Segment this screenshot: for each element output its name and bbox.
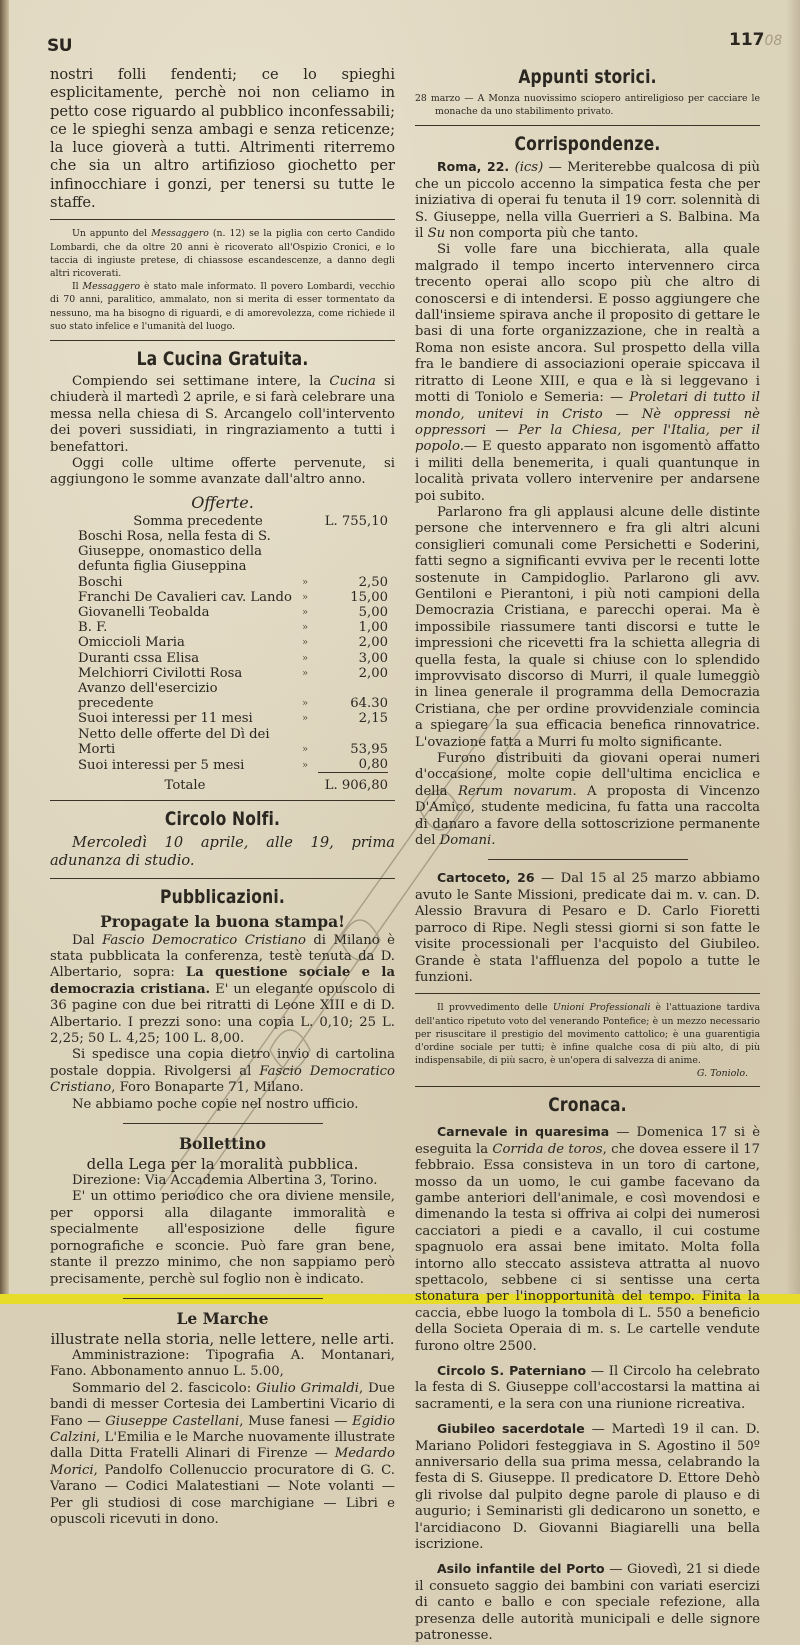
cronaca-entry-lead: Circolo S. Paterniano	[437, 1363, 587, 1379]
offerta-amount: 2,50	[358, 574, 388, 590]
cucina-paragraph: Compiendo sei settimane intere, la Cucina si chiuderà il martedì 2 aprile, e si farà celebrare una messa nella chiesa di S. Arcangelo coll'intervento dei poveri sussidiati, in ringraziamento a tutti i benefattori.	[50, 374, 395, 455]
offerta-amount: 2,00	[358, 635, 388, 651]
marche-paragraph: Sommario del 2. fascicolo: Giulio Grimaldi, Due bandi di messer Cortesia dei Lambertini Vicario di Fano — Giuseppe Castellani, Muse fanesi — Egidio Calzini, L'Emilia e le Marche nuovamente illustrate dalla Ditta Fratelli Alinari di Firenze — Medardo Morici, Pandolfo Collenuccio procuratore di G. C. Varano — Codici Malatestiani — Note volanti — Per gli studiosi di cose marchigiane — Libri e opuscoli ricevuti in dono.	[50, 1380, 395, 1527]
marche-paragraph: Amministrazione: Tipografia A. Montanari, Fano. Abbonamento annuo L. 5.00,	[50, 1347, 395, 1380]
cronaca-entry: Circolo S. Paterniano — Il Circolo ha celebrato la festa di S. Giuseppe coll'accostarsi la mattina ai sacramenti, e la sera con una riunione ricreativa.	[415, 1363, 760, 1412]
total-label: Totale	[164, 777, 206, 793]
section-title: Circolo Nolfi.	[164, 808, 281, 830]
ditto-mark: »	[301, 652, 309, 664]
ditto-mark: »	[301, 637, 309, 649]
offerta-amount: 15,00	[350, 589, 388, 605]
cartoceto-paragraph: Cartoceto, 26 — Dal 15 al 25 marzo abbiamo avuto le Sante Missioni, predicate dai m. v. can. D. Alessio Bravura di Pesaro e D. Carlo Fioretti parroco di Ripe. Negli stessi giorni si son fatte le visite processionali per l'acquisto del Giubileo. Grande è stata l'affluenza del popolo a tutte le funzioni.	[415, 870, 760, 985]
section-title: La Cucina Gratuita.	[136, 348, 309, 370]
roma-paragraph: Si volle fare una bicchierata, alla quale malgrado il tempo incerto intervennero circa trecento operai allo scopo più che altro di conoscersi e di intendersi. E posso aggiungere che dall'insieme spirava anche il proposito di gettare le basi di una forte organizzazione, che in realtà a Roma non esiste ancora. Sul prospetto della villa fra le bandiere di associazioni operaie spiccava il ritratto di Leone XIII, e qua e là si leggevano i motti di Toniolo e Semeria: — Proletari di tutto il mondo, unitevi in Cristo — Nè oppressi nè oppressori — Per la Chiesa, per l'Italia, per il popolo.— E questo apparato non isgomentò affatto i militi della benemerita, i quali quantunque in località privata vollero intervenire per andarsene poi subito.	[415, 242, 760, 504]
divider	[488, 859, 688, 860]
offerta-name: Suoi interessi per 11 mesi	[78, 711, 253, 727]
offerta-name: Boschi Rosa, nella festa di S. Giuseppe, onomastico della defunta figlia Giuseppina Boschi	[78, 529, 271, 590]
ditto-mark: »	[301, 759, 309, 771]
cronaca-entry-lead: Giubileo sacerdotale	[437, 1421, 585, 1437]
section-title: Corrispondenze.	[514, 133, 661, 156]
section-pubblicazioni	[50, 886, 395, 1529]
somma-value: L. 755,10	[324, 513, 388, 529]
divider	[50, 878, 395, 879]
ditto-mark: »	[301, 713, 309, 725]
offerte-row	[78, 605, 388, 620]
pubblicazioni-paragraph: Ne abbiamo poche copie nel nostro ufficio.	[72, 1096, 359, 1112]
ditto-mark: »	[301, 743, 309, 755]
divider	[123, 1123, 323, 1124]
offerta-name: B. F.	[78, 620, 108, 636]
offerte-row	[78, 727, 388, 757]
messaggero-note	[50, 227, 395, 333]
divider	[50, 800, 395, 801]
quote-text: Il provvedimento delle Unioni Professionali è l'attuazione tardiva dell'antico ripetuto voto del venerando Pontefice; è un mezzo necessario per risuscitare il prestigio del movimento cattolico; è una guarentigia d'ordine sociale per tutti; è infine qualche cosa di più alto, di più indispensabile, di più sacro, è un'opera di salvezza di anime.	[415, 1002, 761, 1067]
divider	[50, 340, 395, 341]
offerte-row	[78, 635, 388, 650]
offerta-name: Netto delle offerte del Dì dei Morti	[78, 726, 270, 757]
divider	[415, 125, 760, 126]
total-value: L. 906,80	[318, 773, 388, 793]
page-number	[729, 30, 782, 50]
quote-signature: G. Toniolo.	[696, 1068, 748, 1080]
bollettino-direzione: Direzione: Via Accademia Albertina 3, Torino.	[72, 1173, 378, 1189]
left-column	[50, 66, 395, 1528]
offerta-name: Duranti cssa Elisa	[78, 650, 200, 666]
ditto-mark: »	[301, 607, 309, 619]
pubblicazioni-paragraph: Dal Fascio Democratico Cristiano di Milano è stata pubblicata la conferenza, testè tenuta da D. Albertario, sopra: La questione sociale e la democrazia cristiana. E' un elegante opuscolo di 36 pagine con due bei ritratti di Leone XIII e di D. Albertario. I prezzi sono: una copia L. 0,10; 25 L. 2,25; 50 L. 4,25; 100 L. 8,00.	[50, 932, 395, 1047]
roma-lead: Roma, 22.	[437, 159, 510, 175]
running-header-title: SU	[47, 36, 73, 56]
bollettino-title: Bollettino	[179, 1134, 266, 1154]
offerta-name: Franchi De Cavalieri cav. Lando	[78, 589, 292, 605]
marche-title: Le Marche	[176, 1308, 269, 1328]
ditto-mark: »	[301, 667, 309, 679]
cronaca-entry-lead: Carnevale in quaresima	[437, 1124, 610, 1140]
pubblicazioni-paragraph: Si spedisce una copia dietro invio di cartolina postale doppia. Rivolgersi al Fascio Democratico Cristiano, Foro Bonaparte 71, Milano.	[50, 1047, 395, 1096]
section-subtitle: Propagate la buona stampa!	[100, 911, 345, 931]
page-gutter-shadow	[0, 0, 9, 1294]
cronaca-entry: Giubileo sacerdotale — Martedì 19 il can. D. Mariano Polidori festeggiava in S. Agostino il 50º anniversario della sua prima messa, celabrando la festa di S. Giuseppe. Il predicatore D. Ettore Dehò gli rivolse dal pulpito degne parole di plauso e di augurio; i Seminaristi gli dedicarono un sonetto, e l'arcidiacono D. Giovanni Biagiarelli una bella iscrizione.	[415, 1421, 761, 1553]
section-circolo-nolfi	[50, 808, 395, 871]
page-number-faint: 08	[764, 33, 783, 49]
page-edge-shadow	[786, 0, 800, 1294]
ditto-mark: »	[301, 622, 309, 634]
ditto-mark: »	[301, 698, 309, 710]
page-number-value: 117	[729, 30, 765, 50]
note-paragraph: Un appunto del Messaggero (n. 12) se la piglia con certo Candido Lombardi, che da oltre 20 anni è ricoverato all'Ospizio Cronici, e lo taccia di ingiuste pretese, di chiassose escandescenze, a danno degli altri ricoverati.	[50, 228, 396, 279]
offerta-name: Avanzo dell'esercizio precedente	[78, 681, 218, 712]
cucina-paragraph: Oggi colle ultime offerte pervenute, si aggiungono le somme avanzate dall'altro anno.	[50, 456, 395, 488]
offerta-name: Melchiorri Civilotti Rosa	[78, 665, 243, 681]
offerta-amount: 53,95	[350, 741, 388, 757]
offerte-row	[78, 529, 388, 590]
offerta-name: Suoi interessi per 5 mesi	[78, 757, 245, 773]
offerta-amount: 3,00	[358, 650, 388, 666]
divider	[50, 219, 395, 220]
offerte-table	[78, 514, 388, 793]
roma-paragraph: Parlarono fra gli applausi alcune delle distinte persone che intervennero e fra gli altri alcuni consiglieri comunali come Persichetti e Soderini, fatti segno a significanti evviva per le recenti lotte sostenute in Campidoglio. Parlarono gli avv. Gentiloni e Pierantoni, i più noti campioni della Democrazia Cristiana, e parecchi operai. Ma è impossibile riassumere tanti discorsi e tutte le impressioni che ricevetti fra la schietta allegria di quella festa, la quale si chiuse con lo splendido improvvisato discorso di Murri, il quale lumeggiò in linea generale il programma della Democrazia Cristiana, che per ordine provvidenziale comincia a spiegare la sua efficacia benefica rinnovatrice. L'ovazione fatta a Murri fu molto significante.	[415, 504, 760, 750]
offerta-name: Giovanelli Teobalda	[78, 605, 210, 621]
section-title: Pubblicazioni.	[159, 885, 285, 908]
section-corrispondenze	[415, 133, 760, 986]
offerte-row	[78, 681, 388, 711]
toniolo-quote	[415, 1001, 760, 1079]
bollettino-text: E' un ottimo periodico che ora diviene mensile, per opporsi alla dilagante immoralità e specialmente all'esposizione delle figure pornografiche e sconcie. Può fare gran bene, stante il prezzo minimo, che non sappiamo però precisamente, perchè sul foglio non è indicato.	[50, 1189, 395, 1287]
marche-subtitle: illustrate nella storia, nelle lettere, nelle arti.	[50, 1329, 395, 1348]
offerta-amount: 5,00	[358, 605, 388, 621]
roma-paragraph: Roma, 22. (ics) — Meriterebbe qualcosa di più che un piccolo accenno la simpatica festa che per iniziativa di operai fu tenuta il 19 corr. solennità di S. Giuseppe, nella villa Guerrieri a S. Balbina. Ma il Su non comporta più che tanto.	[415, 159, 760, 242]
section-title: Appunti storici.	[518, 66, 657, 88]
offerte-row	[78, 757, 388, 773]
ditto-mark: »	[301, 576, 309, 588]
offerte-total-row	[78, 773, 388, 793]
divider	[415, 1086, 760, 1087]
offerte-row	[78, 620, 388, 635]
offerte-row	[78, 651, 388, 666]
bollettino-subtitle: della Lega per la moralità pubblica.	[86, 1155, 359, 1174]
ditto-mark: »	[301, 591, 309, 603]
circolo-text: Mercoledì 10 aprile, alle 19, prima adunanza di studio.	[50, 834, 395, 870]
appunti-text: 28 marzo — A Monza nuovissimo sciopero antireligioso per cacciare le monache da uno stabilimento privato.	[415, 93, 760, 118]
offerte-title: Offerte.	[191, 492, 254, 512]
section-cronaca	[415, 1094, 760, 1644]
divider	[123, 1298, 323, 1299]
offerta-amount: 64.30	[350, 696, 388, 712]
offerte-row	[78, 666, 388, 681]
section-title: Cronaca.	[548, 1094, 627, 1117]
cartoceto-lead: Cartoceto, 26	[437, 870, 535, 886]
offerta-amount: 2,00	[358, 665, 388, 681]
offerta-amount: 2,15	[358, 711, 388, 727]
note-paragraph: Il Messaggero è stato male informato. Il povero Lombardi, vecchio di 70 anni, paralitico, ammalato, non si merita di esser tormentato da nessuno, ma ha bisogno di riguardi, e di amorevolezza, come richiede il suo stato infelice e l'umanità del luogo.	[50, 281, 395, 332]
right-column	[415, 62, 760, 1645]
cronaca-entry-lead: Asilo infantile del Porto	[437, 1561, 605, 1577]
offerta-amount: 0,80	[358, 757, 388, 773]
section-cucina	[50, 348, 395, 793]
offerta-name: Omiccioli Maria	[78, 635, 185, 651]
offerte-row	[78, 711, 388, 726]
section-appunti	[415, 66, 760, 118]
somma-label: Somma precedente	[133, 513, 263, 529]
roma-paragraph: Furono distribuiti da giovani operai numeri d'occasione, molte copie dell'ultima enciclica e della Rerum novarum. A proposta di Vincenzo D'Amico, studente medicina, fu fatta una raccolta di danaro a favore della sottoscrizione permanente del Domani.	[415, 751, 760, 849]
divider	[415, 993, 760, 994]
offerte-row	[78, 590, 388, 605]
offerte-somma-row	[78, 514, 388, 529]
cronaca-entry: Asilo infantile del Porto — Giovedì, 21 si diede il consueto saggio dei bambini con variati esercizi di canto e ballo e con speciale refezione, alla presenza delle autorità municipali e delle signore patronesse.	[415, 1561, 761, 1644]
cronaca-entry: Carnevale in quaresima — Domenica 17 si è eseguita la Corrida de toros, che dovea essere il 17 febbraio. Essa consisteva in un toro di cartone, mosso da un uomo, le cui gambe facevano da gambe anteriori dell'animale, e così movendosi e dimenando la testa si offriva ai colpi dei numerosi cacciatori a piedi e a cavallo, il cui costume spagnuolo era assai bene imitato. Molta folla intorno allo steccato assisteva attratta al nuovo spettacolo, sebbene ci si sentisse una certa stonatura per l'inopportunità del tempo. Finita la caccia, ebbe luogo la tombola di L. 550 a beneficio della Societa Operaia di m. s. Le cartelle vendute furono oltre 2500.	[415, 1124, 761, 1354]
offerta-amount: 1,00	[358, 620, 388, 636]
intro-paragraph: nostri folli fendenti; ce lo spieghi esplicitamente, perchè noi non celiamo in petto cose riguardo al pubblico inconfessabili; ce le spieghi senza ambagi e senza reticenze; la luce gioverà a tutti. Altrimenti riterremo che sia un altro artifizioso giochetto per infinocchiare i gonzi, per tenersi su tutte le staffe.	[50, 66, 395, 212]
